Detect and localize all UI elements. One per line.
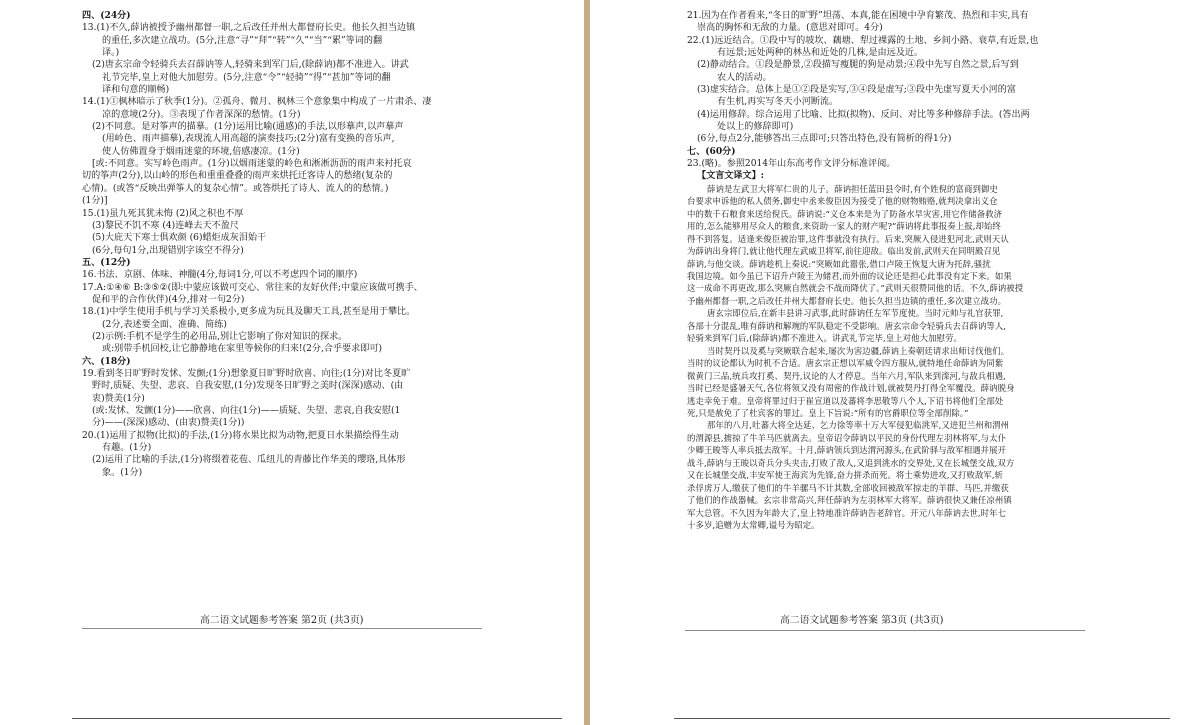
text-line: 有趣。(1分) — [102, 443, 152, 454]
text-line: (3)黎民不饥不寒 (4)连峰去天不盈尺 — [92, 220, 239, 231]
text-line: 心情)。(或答“反映出弹筝人的复杂心情”。或答烘托了诗人、流人的的愁情。) — [82, 183, 389, 194]
text-line: 凉的意境(2分)。③表现了作者深深的愁情。(1分) — [102, 109, 301, 120]
text-line: (5)大庇天下寒士俱欢颜 (6)蜡炬成灰泪始干 — [92, 233, 267, 244]
text-line: 13.(1)不久,薛讷被授予幽州都督一职,之后改任并州大都督府长史。他长久担当边镇 — [82, 23, 416, 34]
footer-divider — [82, 628, 482, 629]
text-line: 15.(1)虽九死其犹未悔 (2)风之积也不厚 — [82, 208, 244, 219]
text-line: (6分,每句1分,出现错别字该空不得分) — [92, 245, 244, 256]
text-line: 逃走幸免于难。皇帝将罪过归于崔宣道以及蕃将李思敬等八个人,下诏书将他们全部处 — [687, 395, 1004, 406]
text-line: 使人仿佛置身于烟雨迷蒙的环境,倍感凄凉。(1分) — [102, 146, 300, 157]
text-line: 薛讷是左武卫大将军仁贵的儿子。薛讷担任蓝田县令时,有个姓倪的富商到御史 — [707, 183, 998, 194]
text-line: 象。(1分) — [102, 467, 143, 478]
text-line: 军大总管。不久因为年龄大了,皇上特地准许薛讷告老辞官。开元八年薛讷去世,时年七 — [687, 507, 1007, 518]
text-line: (3)虚实结合。总体上是①②段是实写,③④段是虚写;③段中先虚写夏天小河的富 — [697, 85, 1016, 96]
text-line: 当时的议论都认为时机不合适。唐玄宗正想以军威令四方服从,就特地任命薛讷为同紫 — [687, 358, 1004, 369]
text-line: 20.(1)运用了拟物(比拟)的手法,(1分)将水果比拟为动物,把夏日水果描绘得生动 — [82, 430, 399, 441]
text-line: 唐玄宗即位后,在新丰县讲习武事,此时薛讷任左军节度使。当时元帅与礼官获罪, — [707, 308, 1004, 319]
text-line: 七、(60分) — [687, 145, 736, 157]
text-line: 18.(1)中学生使用手机与学习关系极小,更多成为玩具及聊天工具,甚至是用于攀比。 — [82, 307, 416, 318]
text-line: (或:发怵、发颤(1分)——欣喜、向往(1分)——质疑、失望、悲哀,自我安慰(1 — [92, 406, 401, 416]
text-line: 的重任,多次建立战功。(5分,注意“寻”“拜”“转”“久”“当”“累”等词的翻 — [102, 35, 383, 46]
text-line: 19.看到冬日旷野时发怵、发颤;(1分)想象夏日旷野时欣喜、向往;(1分)对比冬夏旷 — [82, 368, 411, 379]
text-line: 【文言文译文】: — [697, 170, 765, 182]
text-line: 死,只是赦免了了杜宾客的罪过。皇上下旨说:“所有的官爵职位等全部削除。” — [687, 407, 969, 418]
text-line: 当时已经是盛暑天气,各位将领又没有周密的作战计划,就被契丹打得全军覆没。薛讷脱身 — [687, 383, 1015, 394]
page-bottom-rule — [72, 718, 562, 719]
text-line: 薛讷,与他交谈。薛讷趁机上奏说:“突厥如此嚣张,借口卢陵王恢复大唐为托辞,骚扰 — [687, 258, 991, 269]
page-2-content — [82, 10, 470, 479]
text-line: 这一成命不再更改,那么突厥自然就会不战而降伏了。”武则天很赞同他的话。不久,薛讷被授 — [687, 283, 1024, 294]
text-line: (2)不同意。是对筝声的描摹。(1分)运用比喻(通感)的手法,以形摹声,以声摹声 — [92, 122, 404, 133]
footer-divider — [685, 630, 1085, 631]
text-line: (6分,每点2分,能够答出三点即可;只答出特色,没有简析的得1分) — [697, 134, 952, 145]
text-line: 我国边境。如今虽已下诏升卢陵王为储君,而外面的议论还是担心此事没有定下来。如果 — [687, 270, 1012, 281]
text-line: 用的,怎么能够用尽众人的粮食,来资助一家人的财产呢?”薛讷将此事报奏上报,却始终 — [687, 221, 1001, 232]
text-line: 衷)赞美(1分) — [92, 393, 145, 404]
page-3-footer: 高二语文试题参考答案 第3页 (共3页) — [780, 615, 944, 626]
page-2-footer: 高二语文试题参考答案 第2页 (共3页) — [200, 615, 364, 626]
text-line: 17.A:①④⑥ B:③⑤②(即:中蒙应该做可交心、常往来的友好伙伴;中蒙应该做可携手、 — [82, 282, 423, 293]
page-bottom-rule — [674, 718, 1170, 719]
text-line: 杀俘虏万人,缴获了他们的牛羊骡马不计其数,全部收回被敌军掠走的羊群、马匹,并缴获 — [687, 482, 1009, 493]
text-line: 六、(18分) — [82, 355, 131, 367]
text-line: (用岭色、雨声描摹),表现流人用高超的演奏技巧;(2分)富有变换的音乐声, — [102, 134, 395, 145]
answer-page-3 — [590, 0, 1180, 725]
text-line: 少卿王晙等人率兵抵去敌军。十月,薛讷领兵到达渭河源头,在武阶驿与敌军相遇并展开 — [687, 445, 1007, 456]
text-line: 的渭源县,掳掠了牛羊马匹就离去。皇帝诏令薛讷以平民的身份代理左羽林将军,与太仆 — [687, 432, 1007, 443]
text-line: 那年的八月,吐蕃大将全达延、乞力徐等率十万大军侵犯临洮军,又进犯兰州和渭州 — [707, 420, 1010, 431]
text-line: 23.(略)。参照2014年山东高考作文评分标准评阅。 — [687, 159, 896, 170]
text-line: 有生机,再实写冬天小河断流。 — [717, 97, 839, 108]
text-line: 得不到答复。适逢来俊臣被治罪,这件事就没有执行。后来,突厥入侵进犯河北,武则天认 — [687, 233, 1009, 244]
text-line: 予幽州都督一职,之后改任并州大都督府长史。他长久担当边镇的重任,多次建立战功。 — [687, 295, 1007, 306]
answer-page-2 — [0, 0, 584, 725]
text-line: 四、(24分) — [82, 10, 131, 21]
text-line: 各部十分混乱,唯有薛讷和解琬的军队稳定不受影响。唐玄宗命令轻骑兵去召薛讷等人, — [687, 320, 1007, 331]
text-line: (4)运用修辞。综合运用了比喻、比拟(拟物)、反问、对比等多种修辞手法。(答出两 — [697, 109, 1030, 120]
text-line: 译和句意的顺畅) — [102, 85, 170, 96]
text-line: 21.因为在作者看来,“冬日的旷野”坦荡、本真,能在困境中孕育繁茂、热烈和丰实,具有 — [687, 11, 1029, 21]
page-3-content — [687, 10, 1085, 532]
text-line: 译。) — [102, 48, 120, 59]
text-line: 22.(1)远近结合。①段中写的坡坎、藕塘、犁过裸露的土地、乡间小路、衰草,有近景,也 — [687, 35, 1039, 46]
text-line: (2)运用了比喻的手法,(1分)将缀着花苞、瓜纽儿的青藤比作华美的璎珞,具体形 — [92, 455, 406, 466]
text-line: [或:不同意。实写岭色雨声。(1分)以烟雨迷蒙的岭色和淅淅沥沥的雨声来衬托哀 — [92, 159, 412, 170]
text-line: (2)唐玄宗命令轻骑兵去召薛讷等人,轻骑来到军门后,(除薛讷)都不准进入。讲武 — [92, 60, 409, 71]
text-line: 微黄门三品,统兵攻打奚、契丹,议论的人才停息。当年六月,军队来到滦河,与敌兵相遇, — [687, 370, 1006, 381]
text-line: 14.(1)①枫林暗示了秋季(1分)。②孤舟、微月、枫林三个意象集中构成了一片肃杀、凄 — [82, 97, 432, 108]
text-line: 促和平的合作伙伴)(4分,排对一句2分) — [92, 294, 245, 305]
text-line: 当时契丹以及奚与突厥联合起来,屡次为害边疆,薛讷上奏朝廷请求出师讨伐他们。 — [707, 345, 1010, 356]
text-line: 为薛讷出身将门,就让他代理左武威卫将军,前往迎敌。临出发前,武则天在同明殿召见 — [687, 246, 1001, 257]
text-line: 或:别带手机回校,让它静静地在家里等候你的归来!(2分,合乎要求即可) — [102, 344, 383, 355]
text-line: 野时,质疑、失望、悲哀、自我安慰,(1分)发现冬日旷野之美时(深深)感动、(由 — [92, 381, 404, 392]
text-line: 崇高的胸怀和无敌的力量。(意思对即可。4分) — [697, 23, 883, 34]
text-line: 十多岁,追赠为太常卿,谥号为昭定。 — [687, 520, 820, 531]
text-line: 中的数千石粮食来送给倪氏。薛讷说:“义仓本来是为了防备水旱灾害,用它作储备救济 — [687, 208, 1003, 219]
text-line: (2)示例:手机不是学生的必用品,别让它影响了你对知识的探求。 — [92, 331, 348, 342]
text-line: 了他们的作战器械。玄宗非常高兴,拜任薛讷为左羽林军大将军。薛讷很快又兼任凉州镇 — [687, 495, 1012, 506]
text-line: 又在长城堡交战,丰安军使王海宾为先锋,奋力拼杀而死。将士乘势进攻,又打败敌军,斩 — [687, 470, 1004, 481]
text-line: 轻骑来到军门后,(除薛讷)都不准进入。讲武礼节完毕,皇上对他大加慰劳。 — [687, 333, 962, 344]
text-line: 分)——(深深)感动、(由衷)赞美(1分)) — [92, 418, 245, 429]
text-line: 五、(12分) — [82, 256, 131, 268]
text-line: 农人的活动。 — [717, 72, 772, 83]
text-line: 礼节完毕,皇上对他大加慰劳。(5分,注意“令”“轻骑”“得”“甚加”等词的翻 — [102, 72, 391, 83]
text-line: (2分,表述要全面、准确、简练) — [102, 319, 227, 330]
text-line: 台要求申诉他的私人债务,御史中丞来俊臣因为接受了他的财物贿赂,就判决拿出义仓 — [687, 196, 998, 207]
text-line: (1分)] — [82, 196, 108, 207]
text-line: 战斗,薛讷与王晙以奇兵分头夹击,打败了敌人,又追到洮水的交界处,又在长城堡交战,双方 — [687, 457, 1015, 468]
text-line: 16.书法、京剧、体味、神髓(4分,每词1分,可以不考虑四个词的顺序) — [82, 270, 358, 281]
text-line: (2)静动结合。①段是静景,②段描写瘦腿的狗是动景;④段中先写自然之景,后写到 — [697, 60, 1019, 71]
text-line: 有远景;远处两种的林丛和近处的几株,是由远及近。 — [717, 48, 924, 59]
text-line: 处以上的修辞即可) — [717, 122, 794, 133]
text-line: 切的筝声(2分),以山岭的形色和重重叠叠的雨声来烘托迁客诗人的愁绪(复杂的 — [82, 171, 393, 182]
